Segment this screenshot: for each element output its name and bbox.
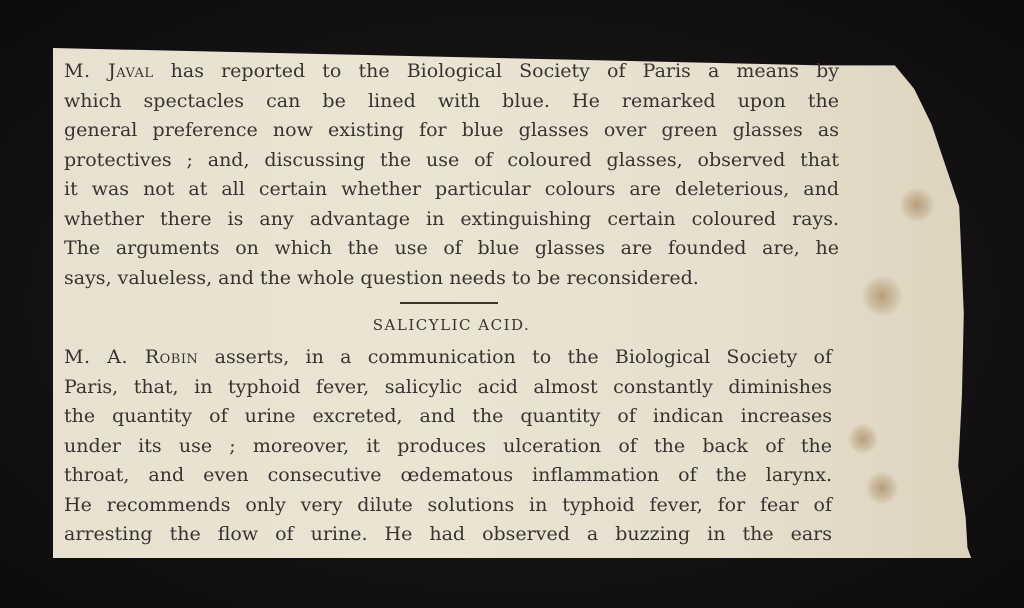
section-heading: SALICYLIC ACID. [372, 316, 531, 334]
article-line: M. A. Robin asserts, in a communication to the Biological Society of [64, 346, 832, 368]
article-line: says, valueless, and the whole question needs to be reconsidered. [64, 266, 699, 289]
section-divider [400, 302, 498, 304]
article-line: protectives ; and, discussing the use of coloured glasses, observed that [64, 148, 839, 171]
article-line: which spectacles can be lined with blue. He remarked upon the [64, 89, 839, 112]
foxing-stain [900, 188, 934, 222]
author-name: M. A. Robin [64, 346, 199, 368]
article-line: under its use ; moreover, it produces ulceration of the back of the [64, 434, 832, 457]
article-line: The arguments on which the use of blue glasses are founded are, he [64, 237, 839, 259]
article-line: M. Javal has reported to the Biological Society of Paris a means by [64, 60, 840, 82]
article-line: throat, and even consecutive œdematous inflammation of the larynx. [64, 464, 832, 486]
article-robin [64, 343, 832, 550]
article-line: it was not at all certain whether particular colours are deleterious, and [64, 178, 839, 200]
article-line: Paris, that, in typhoid fever, salicylic acid almost constantly diminishes [64, 375, 832, 398]
article-line: He recommends only very dilute solutions in typhoid fever, for fear of [64, 493, 832, 516]
author-name: M. Javal [64, 60, 154, 82]
article-line: general preference now existing for blue glasses over green glasses as [64, 119, 839, 141]
foxing-stain [862, 276, 902, 316]
article-line: arresting the flow of urine. He had observed a buzzing in the ears [64, 523, 832, 545]
article-line: whether there is any advantage in extinguishing certain coloured rays. [64, 207, 839, 230]
foxing-stain [866, 472, 898, 504]
article-javal [64, 57, 839, 293]
article-line: the quantity of urine excreted, and the quantity of indican increases [64, 405, 832, 427]
foxing-stain [848, 424, 878, 454]
